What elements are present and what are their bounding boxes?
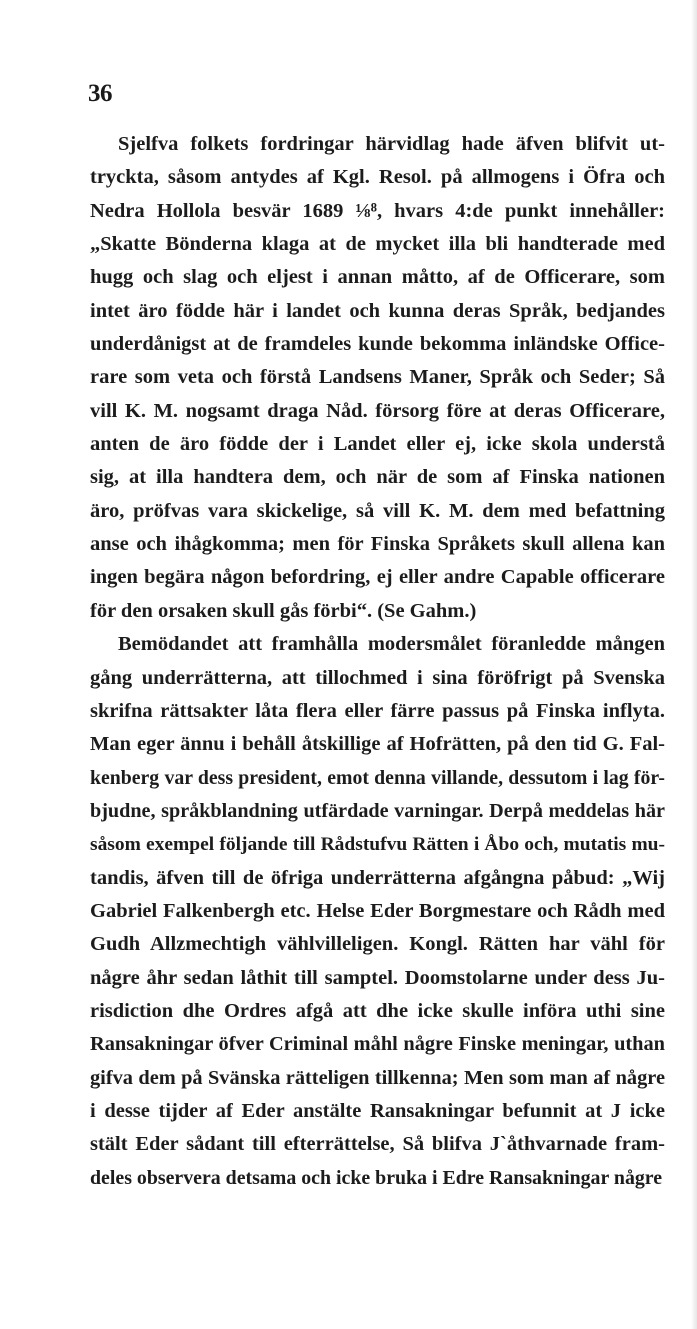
text-line: stält Eder sådant till efterrättelse, Så blifva J`åthvarnade fram- <box>90 1133 665 1156</box>
text-line: sig, at illa handtera dem, och när de som af Finska nationen <box>90 466 665 489</box>
text-line: såsom exempel följande till Rådstufvu Rätten i Åbo och, mutatis mu- <box>90 834 665 856</box>
text-line: Ransakningar öfver Criminal måhl någre Finske meningar, uthan <box>90 1033 665 1056</box>
text-line: tandis, äfven till de öfriga underrätterna afgångna påbud: „Wij <box>90 866 665 889</box>
text-line: för den orsaken skull gås förbi“. (Se Gahm.) <box>90 599 477 622</box>
text-line: Nedra Hollola besvär 1689 ⅛⁸, hvars 4:de punkt innehåller: <box>90 199 665 222</box>
text-line: anten de äro födde der i Landet eller ej, icke skola understå <box>90 433 665 456</box>
text-line: Gudh Allzmechtigh vählvilleligen. Kongl. Rätten har vähl för <box>90 933 665 956</box>
text-line: ingen begära någon befordring, ej eller andre Capable officerare <box>90 566 665 589</box>
body-text <box>90 128 665 1195</box>
text-line: bjudne, språkblandning utfärdade varningar. Derpå meddelas här <box>90 799 665 822</box>
text-line: i desse tijder af Eder anstälte Ransakningar befunnit at J icke <box>90 1099 665 1122</box>
text-line: skrifna rättsakter låta flera eller färre passus på Finska inflyta. <box>90 699 665 722</box>
text-line: underdånigst at de framdeles kunde bekomma inländske Office- <box>90 333 665 356</box>
text-line: gifva dem på Svänska rätteligen tillkenna; Men som man af någre <box>90 1066 665 1089</box>
page-edge-shadow <box>691 0 697 1329</box>
text-line: „Skatte Bönderna klaga at de mycket illa bli handterade med <box>90 233 665 256</box>
text-line: Sjelfva folkets fordringar härvidlag hade äfven blifvit ut- <box>118 133 665 155</box>
text-line: Man eger ännu i behåll åtskillige af Hofrätten, på den tid G. Fal- <box>90 733 665 756</box>
text-line: äro, pröfvas vara skickelige, så vill K. M. dem med befattning <box>90 499 665 522</box>
text-line: rare som veta och förstå Landsens Maner, Språk och Seder; Så <box>90 366 665 389</box>
text-line: någre åhr sedan låthit till samptel. Doomstolarne under dess Ju- <box>90 966 665 989</box>
text-line: kenberg var dess president, emot denna villande, dessutom i lag för- <box>90 766 665 789</box>
text-line: tryckta, såsom antydes af Kgl. Resol. på allmogens i Öfra och <box>90 166 665 189</box>
page-number: 36 <box>88 80 112 107</box>
text-line: vill K. M. nogsamt draga Nåd. försorg före at deras Officerare, <box>90 399 665 422</box>
text-line: hugg och slag och eljest i annan måtto, af de Officerare, som <box>90 266 665 289</box>
text-line: deles observera detsama och icke bruka i Edre Ransakningar någre <box>90 1166 663 1189</box>
text-line: risdiction dhe Ordres afgå att dhe icke skulle införa uthi sine <box>90 999 665 1022</box>
text-line: gång underrätterna, att tillochmed i sina föröfrigt på Svenska <box>90 666 665 689</box>
text-line: Gabriel Falkenbergh etc. Helse Eder Borgmestare och Rådh med <box>90 899 665 922</box>
text-line: anse och ihågkomma; men för Finska Språkets skull allena kan <box>90 533 665 556</box>
text-line: intet äro födde här i landet och kunna deras Språk, bedjandes <box>90 299 665 322</box>
text-line: Bemödandet att framhålla modersmålet föranledde mången <box>118 633 665 656</box>
